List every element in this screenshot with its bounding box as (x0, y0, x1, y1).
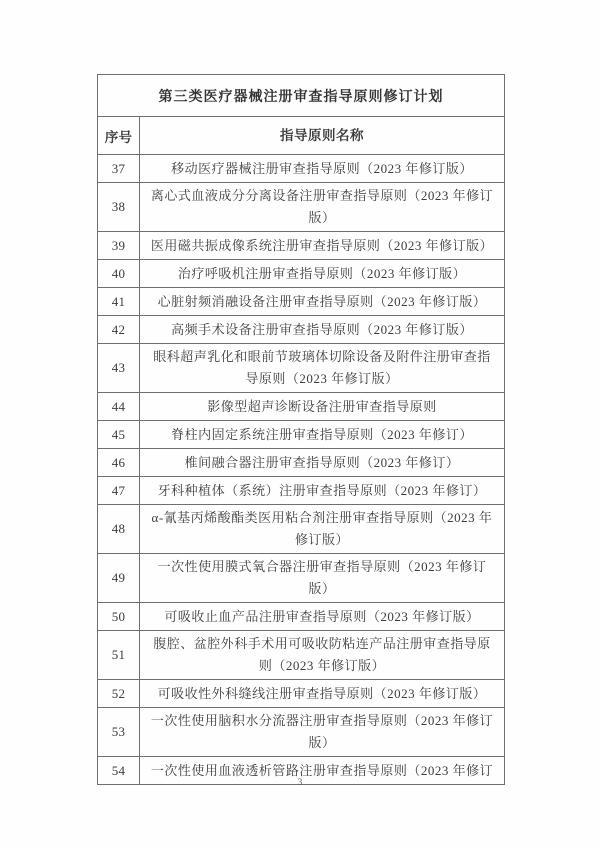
table-row (98, 154, 504, 182)
serial-number-cell: 40 (98, 260, 140, 287)
table-row (98, 630, 504, 679)
serial-number-cell: 51 (98, 631, 140, 679)
guidance-principles-table (97, 74, 505, 785)
serial-number-cell: 53 (98, 708, 140, 756)
principle-name-cell: 医用磁共振成像系统注册审查指导原则（2023 年修订版） (150, 237, 494, 253)
principle-name-cell: 影像型超声诊断设备注册审查指导原则 (207, 398, 437, 414)
table-row (98, 707, 504, 756)
principle-name-cell: 椎间融合器注册审查指导原则（2023 年修订） (184, 454, 460, 470)
table-row (98, 504, 504, 553)
table-title: 第三类医疗器械注册审查指导原则修订计划 (158, 89, 444, 105)
principle-name-cell: 高频手术设备注册审查指导原则（2023 年修订版） (171, 321, 473, 337)
serial-number-cell: 37 (98, 155, 140, 182)
principle-name-cell: 移动医疗器械注册审查指导原则（2023 年修订版） (171, 160, 473, 176)
table-row (98, 602, 504, 630)
serial-number-cell: 46 (98, 449, 140, 476)
principle-name-cell: 牙科种植体（系统）注册审查指导原则（2023 年修订） (157, 482, 487, 498)
serial-number-cell: 43 (98, 344, 140, 392)
principle-name-cell: 一次性使用脑积水分流器注册审查指导原则（2023 年修订版） (150, 713, 494, 750)
table-row (98, 182, 504, 231)
table-body (98, 154, 504, 784)
principle-name-cell: 一次性使用膜式氧合器注册审查指导原则（2023 年修订版） (157, 559, 487, 596)
serial-number-cell: 48 (98, 505, 140, 553)
principle-name-cell: α-氰基丙烯酸酯类医用粘合剂注册审查指导原则（2023 年修订版） (151, 510, 493, 547)
principle-name-cell: 可吸收性外科缝线注册审查指导原则（2023 年修订版） (157, 685, 487, 701)
serial-number-cell: 54 (98, 757, 140, 784)
serial-number-cell: 49 (98, 554, 140, 602)
serial-number-cell: 41 (98, 288, 140, 315)
serial-number-cell: 47 (98, 477, 140, 504)
table-row (98, 315, 504, 343)
serial-number-cell: 38 (98, 183, 140, 231)
table-row (98, 553, 504, 602)
table-row (98, 392, 504, 420)
table-row (98, 287, 504, 315)
table-row (98, 420, 504, 448)
serial-number-cell: 39 (98, 232, 140, 259)
table-row (98, 679, 504, 707)
table-row (98, 476, 504, 504)
table-row (98, 343, 504, 392)
principle-name-cell: 脊柱内固定系统注册审查指导原则（2023 年修订） (171, 426, 473, 442)
serial-number-cell: 45 (98, 421, 140, 448)
serial-number-cell: 42 (98, 316, 140, 343)
table-row (98, 231, 504, 259)
column-header-principle-name: 指导原则名称 (280, 127, 364, 143)
serial-number-cell: 44 (98, 393, 140, 420)
table-row (98, 448, 504, 476)
principle-name-cell: 一次性使用血液透析管路注册审查指导原则（2023 年修订 (150, 762, 494, 778)
serial-number-cell: 50 (98, 603, 140, 630)
principle-name-cell: 可吸收止血产品注册审查指导原则（2023 年修订版） (164, 608, 480, 624)
table-row (98, 259, 504, 287)
table-header-row (98, 116, 504, 154)
principle-name-cell: 心脏射频消融设备注册审查指导原则（2023 年修订版） (157, 293, 487, 309)
page-number: 3 (297, 777, 303, 787)
column-header-serial-number: 序号 (98, 117, 140, 154)
principle-name-cell: 眼科超声乳化和眼前节玻璃体切除设备及附件注册审查指导原则（2023 年修订版） (153, 349, 491, 386)
principle-name-cell: 治疗呼吸机注册审查指导原则（2023 年修订版） (177, 265, 467, 281)
principle-name-cell: 腹腔、盆腔外科手术用可吸收防粘连产品注册审查指导原则（2023 年修订版） (153, 636, 491, 673)
serial-number-cell: 52 (98, 680, 140, 707)
principle-name-cell: 离心式血液成分分离设备注册审查指导原则（2023 年修订版） (150, 188, 494, 225)
